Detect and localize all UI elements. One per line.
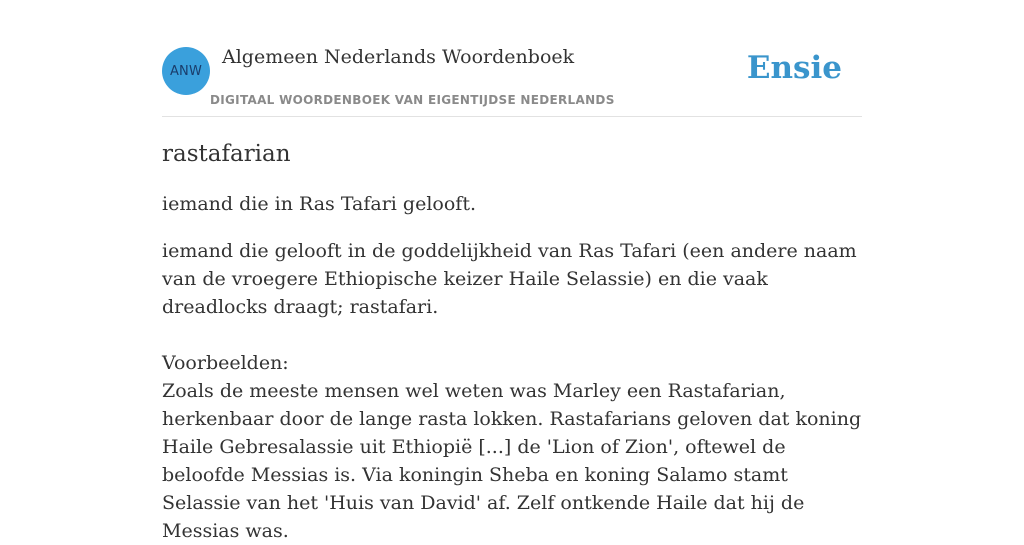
- logo-text: ANW: [169, 63, 203, 79]
- anw-logo[interactable]: [162, 47, 210, 95]
- entry-term: rastafarian: [162, 141, 291, 167]
- site-title[interactable]: Algemeen Nederlands Woordenboek: [222, 46, 575, 68]
- dictionary-entry: [162, 138, 862, 545]
- site-header: [162, 40, 862, 117]
- site-subtitle: DIGITAAL WOORDENBOEK VAN EIGENTIJDSE NEDERLANDS: [210, 93, 615, 107]
- example-text: Zoals de meeste mensen wel weten was Marley een Rastafarian, herkenbaar door de lange rasta lokken. Rastafarians geloven dat koning Haile Gebresalassie uit Ethiopië [...] de 'Lion of Zion', oftewel de beloofde Messias is. Via koningin Sheba en koning Salamo stamt Selassie van het 'Huis van David' af. Zelf ontkende Haile dat hij de Messias was.: [162, 380, 862, 542]
- long-definition: iemand die gelooft in de goddelijkheid van Ras Tafari (een andere naam van de vroegere Ethiopische keizer Haile Selassie) en die vaak dreadlocks draagt; rastafari.: [162, 240, 857, 318]
- ensie-brand-link[interactable]: Ensie: [746, 50, 842, 86]
- examples-label: Voorbeelden:: [162, 352, 289, 374]
- short-definition: iemand die in Ras Tafari gelooft.: [162, 193, 476, 215]
